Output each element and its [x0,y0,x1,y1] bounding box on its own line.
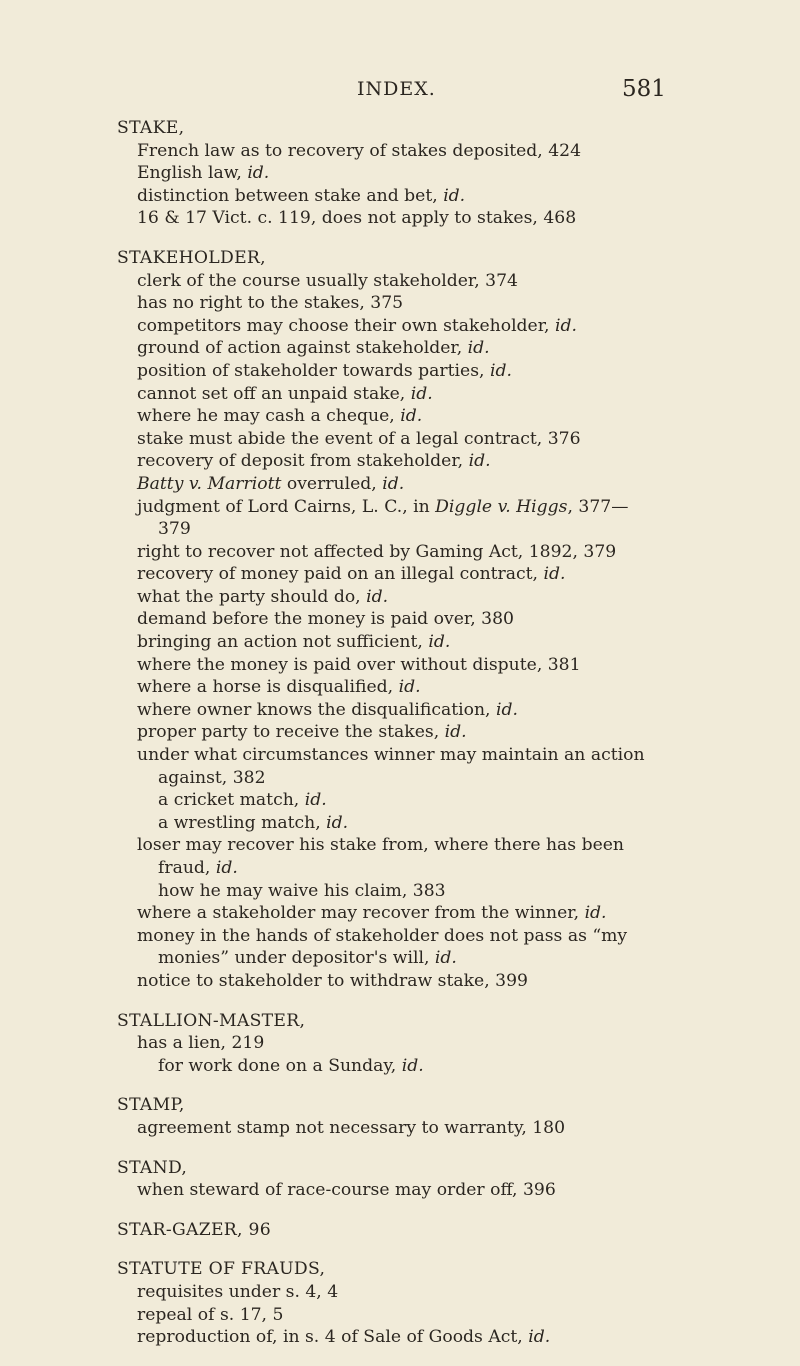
italic-ref: id. [555,315,577,336]
sub-text: , 377—379 [158,496,629,540]
sub-entry [0,834,800,879]
sub-text: under what circumstances winner may maintain an action against, 382 [137,745,645,788]
sub-text: a cricket match, [158,790,305,811]
sub-text: what the party should do, [137,586,367,607]
sub-text: has a lien, 219 [137,1033,265,1054]
sub-text: clerk of the course usually stakeholder, 374 [137,270,518,291]
italic-ref: id. [543,564,566,585]
entry-heading: STAKEHOLDER, [117,247,266,268]
sub-entry [0,360,800,383]
index-entry [0,117,800,230]
sub-text: position of stakeholder towards parties, [137,360,490,381]
italic-ref: id. [400,406,423,427]
sub-entry [0,812,800,835]
italic-ref: id. [401,1055,424,1076]
italic-ref: id. [366,586,389,607]
sub-entry [0,563,800,586]
sub-entry [0,1326,800,1349]
sub-text: stake must abide the event of a legal contract, 376 [137,428,581,449]
index-entry [0,1010,800,1078]
sub-text: distinction between stake and bet, [137,185,444,206]
italic-ref: id. [382,473,405,494]
entry-heading: STAKE, [117,118,185,138]
sub-text: how he may waive his claim, 383 [158,880,446,901]
sub-entry [0,1179,800,1202]
italic-ref: id. [326,812,349,833]
sub-text: French law as to recovery of stakes deposited, 424 [137,140,582,161]
sub-text: where owner knows the disqualification, [137,699,496,720]
entry-heading: STAMP, [117,1095,185,1116]
sub-text: where the money is paid over without dispute, 381 [137,654,581,675]
sub-entry [0,185,800,208]
sub-text: notice to stakeholder to withdraw stake, 399 [137,970,528,991]
sub-entry [0,925,800,970]
sub-entry [0,880,800,903]
sub-text: right to recover not affected by Gaming Act, 1892, 379 [137,541,617,562]
sub-text: overruled, [281,473,383,494]
entry-heading: STALLION-MASTER, [117,1010,306,1031]
sub-entry [0,473,800,496]
sub-entry [0,315,800,338]
sub-entry [0,744,800,789]
italic-ref: id. [428,632,451,653]
sub-text: proper party to receive the stakes, [137,722,445,743]
index-entry [0,1157,800,1202]
sub-entry [0,337,800,360]
italic-ref: id. [489,360,512,381]
italic-ref: id. [398,677,421,698]
sub-text: bringing an action not sufficient, [137,632,429,653]
sub-text: money in the hands of stakeholder does not pass as “my monies” under depositor's will, [137,925,628,969]
index-entry [0,1258,800,1348]
sub-text: reproduction of, in s. 4 of Sale of Goods Act, [137,1327,529,1348]
sub-entry [0,970,800,993]
sub-text: cannot set off an unpaid stake, [137,383,411,404]
sub-entry [0,496,800,541]
index-entry [0,1219,800,1242]
italic-ref: id. [434,948,457,969]
sub-text: has no right to the stakes, 375 [137,293,404,314]
sub-text: where a stakeholder may recover from the winner, [137,903,585,924]
sub-entry [0,1055,800,1078]
entry-heading: STATUTE OF FRAUDS, [117,1259,326,1280]
sub-text: judgment of Lord Cairns, L. C., in [137,496,436,517]
italic-ref: id. [495,699,518,720]
italic-ref: id. [410,383,433,404]
italic-ref: id. [467,338,490,359]
sub-entry [0,450,800,473]
sub-text: recovery of money paid on an illegal contract, [137,564,544,585]
italic-ref: id. [215,858,238,878]
italic-ref: Diggle v. Higgs [435,496,568,517]
sub-text: loser may recover his stake from, where there has been fraud, [137,835,624,878]
italic-ref: id. [304,790,327,811]
italic-ref: id. [584,903,607,924]
page-number: 581 [622,76,666,102]
sub-entry [0,902,800,925]
italic-ref: id. [443,185,466,206]
page-header [0,74,800,106]
sub-entry [0,207,800,230]
italic-ref: Batty v. Marriott [137,473,282,494]
sub-entry [0,586,800,609]
sub-entry [0,699,800,722]
sub-entry [0,1032,800,1055]
italic-ref: id. [247,163,270,184]
sub-text: requisites under s. 4, 4 [137,1281,339,1302]
sub-text: ground of action against stakeholder, [137,338,468,359]
sub-entry [0,428,800,451]
sub-text: English law, [137,163,248,184]
sub-text: demand before the money is paid over, 380 [137,609,514,630]
sub-entry [0,140,800,163]
running-title: INDEX. [357,78,436,100]
sub-text: repeal of s. 17, 5 [137,1304,284,1325]
sub-entry [0,383,800,406]
sub-text: a wrestling match, [158,812,327,833]
index-entry [0,247,800,993]
sub-text: competitors may choose their own stakeholder, [137,315,555,336]
sub-entry [0,676,800,699]
sub-entry [0,405,800,428]
sub-text: where he may cash a cheque, [137,406,401,427]
entry-heading: STAND, [117,1157,188,1178]
sub-entry [0,1117,800,1140]
sub-text: when steward of race-course may order off, 396 [137,1180,556,1201]
sub-entry [0,162,800,185]
sub-entry [0,721,800,744]
entry-heading: STAR-GAZER, 96 [117,1219,272,1240]
italic-ref: id. [468,451,491,472]
sub-entry [0,1304,800,1327]
sub-entry [0,654,800,677]
sub-entry [0,1281,800,1304]
index-content [0,117,800,1366]
sub-entry [0,789,800,812]
italic-ref: id. [528,1327,551,1348]
sub-text: agreement stamp not necessary to warranty, 180 [137,1117,566,1138]
sub-entry [0,631,800,654]
index-entry [0,1094,800,1139]
sub-entry [0,270,800,293]
sub-text: 16 & 17 Vict. c. 119, does not apply to stakes, 468 [137,208,577,229]
sub-text: for work done on a Sunday, [158,1055,402,1076]
sub-text: recovery of deposit from stakeholder, [137,451,469,472]
sub-entry [0,541,800,564]
sub-entry [0,608,800,631]
italic-ref: id. [444,722,467,743]
sub-entry [0,292,800,315]
sub-text: where a horse is disqualified, [137,677,399,698]
